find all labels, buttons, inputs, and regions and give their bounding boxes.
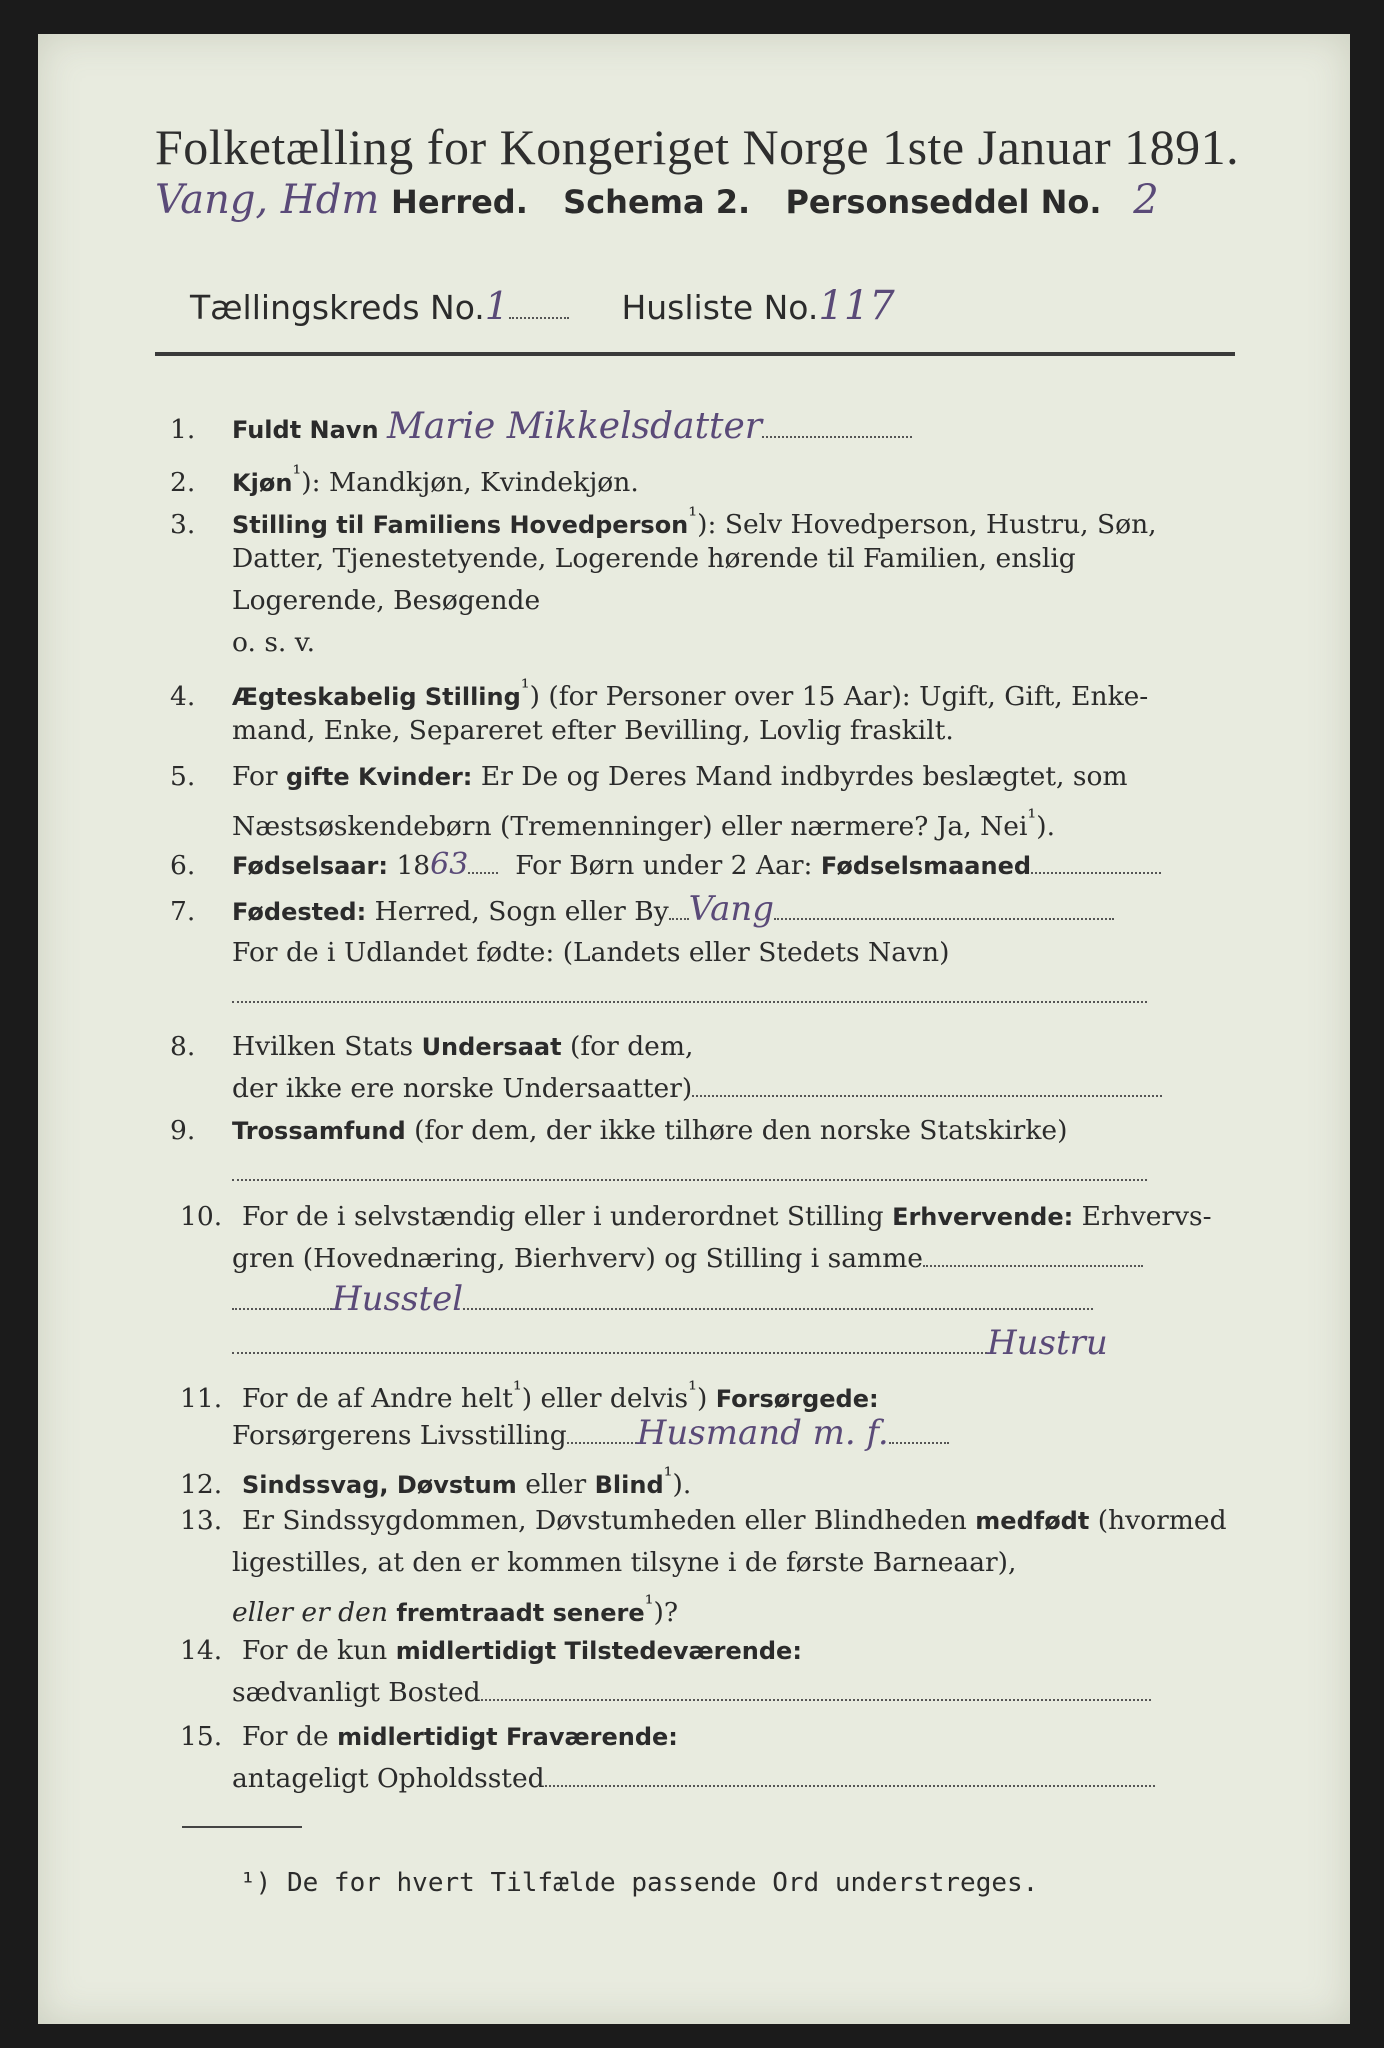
item-label: midlertidigt Tilstedeværende: [395,1637,802,1665]
item-text: Herred, Sogn eller By [374,896,669,927]
item-text: ) eller delvis [521,1382,689,1414]
item-8-line-2 [170,1072,1162,1106]
item-text: Næstsøskendebørn (Tremenninger) eller nærmere? Ja, Nei [232,810,1028,842]
item-number: 1. [170,414,196,445]
item-number: 13. [180,1505,223,1536]
fill-dots [923,1259,1143,1267]
item-number: 10. [180,1201,223,1232]
item-10 [180,1200,1212,1234]
item-number: 14. [180,1635,223,1666]
footnote-rule [182,1826,302,1828]
item-number: 11. [180,1382,223,1414]
fill-dots [232,995,1147,1003]
personseddel-label: Personseddel No. [785,183,1102,221]
footnote-mark: ¹ [688,504,698,529]
item-text: For de [242,1721,329,1752]
item-text: Forsørgerens Livsstilling [232,1420,567,1451]
footnote-mark: ¹ [520,676,530,701]
item-label: Stilling til Familiens Hovedperson [232,510,689,539]
footnote-mark: ¹ [688,1378,697,1403]
item-10-line-4 [170,1323,1108,1363]
fill-dots [545,1779,1155,1787]
full-name-value: Marie Mikkelsdatter [386,406,763,447]
footnote: ¹) De for hvert Tilfælde passende Ord understreges. [240,1868,1039,1898]
item-text: For de af Andre helt [242,1382,513,1414]
item-14 [180,1634,802,1668]
item-11: 11. For de af Andre helt$^{^1}$) eller delvis$^{^1}$) Forsørgede: [180,1378,879,1414]
item-4 [170,672,1148,714]
item-7-line-2: For de i Udlandet fødte: (Landets eller Stedets Navn) [232,937,950,968]
item-text: ): Mandkjøn, Kvindekjøn. [301,466,639,498]
item-3-line-4: o. s. v. [232,627,316,658]
item-3-line-3: Logerende, Besøgende [232,585,541,616]
item-number: 5. [170,761,196,792]
fill-dots [463,1302,1093,1310]
item-15-line-2 [170,1762,1155,1796]
kreds-label: Tællingskreds No. [190,288,485,327]
item-3-line-2: Datter, Tjenestetyende, Logerende hørende til Familien, enslig [232,543,1076,574]
item-4-line-2: mand, Enke, Separeret efter Bevilling, Lovlig fraskilt. [232,715,954,746]
birth-year-value: 63 [430,847,469,882]
fill-dots [232,1173,1147,1181]
item-number: 2. [170,466,196,498]
item-label: Fuldt Navn [232,416,379,444]
item-label: gifte Kvinder: [286,763,473,791]
footnote-mark: ¹ [512,1378,522,1403]
item-number: 15. [180,1721,223,1752]
item-text: Erhvervs- [1081,1201,1212,1232]
item-13 [180,1504,1227,1538]
item-15 [180,1720,678,1754]
item-10-line-2 [170,1242,1143,1276]
item-text: For de kun [242,1635,388,1666]
husliste-label: Husliste No. [621,288,819,327]
position-value: Hustru [987,1323,1108,1363]
item-label: Undersaat [421,1033,562,1061]
footnote-mark: ¹ [292,462,302,487]
item-6 [170,848,1161,883]
item-number: 6. [170,850,196,881]
item-text: )? [653,1596,679,1628]
personseddel-number: 2 [1133,177,1159,223]
item-text: Er Sindssygdommen, Døvstumheden eller Blindheden [242,1505,967,1536]
item-label: fremtraadt senere [396,1598,645,1627]
item-text: antageligt Opholdssted [232,1763,545,1794]
fill-dots [481,1693,1151,1701]
kreds-dots [509,311,569,319]
item-number: 4. [170,680,196,712]
header-rule [155,352,1235,356]
item-7 [170,889,1114,929]
item-5-line-2: Næstsøskendebørn (Tremenninger) eller nærmere? Ja, Nei$^{^1}$). [232,806,1056,842]
item-text: Er De og Deres Mand indbyrdes beslægtet, som [480,761,1128,792]
item-10-line-3 [170,1279,1093,1319]
birthplace-value: Vang [688,889,775,929]
item-label: medfødt [975,1507,1090,1535]
item-text: (hvormed [1097,1505,1227,1536]
item-1 [170,406,912,447]
provider-value: Husmand m. f. [636,1413,889,1453]
herred-line [155,177,1159,223]
fill-dots [468,866,498,874]
item-11-line-2 [170,1413,949,1453]
fill-dots [762,430,912,438]
item-label: Fødested: [232,898,367,926]
item-label: Fødselsmaaned [820,852,1032,880]
item-number: 3. [170,508,196,540]
item-text: (for dem, [570,1031,694,1062]
herred-handwritten: Vang, Hdm [155,177,380,223]
item-13-line-3 [170,1588,678,1630]
form-title: Folketælling for Kongeriget Norge 1ste Januar 1891. [155,119,1240,175]
fill-dots [774,912,1114,920]
item-14-line-2 [170,1676,1151,1710]
fill-dots [232,1302,332,1310]
item-text: ): Selv Hovedperson, Hustru, Søn, [697,508,1157,540]
item-7-blank [170,978,1147,1012]
item-text: der ikke ere norske Undersaatter) [232,1073,693,1104]
item-text: ) (for Personer over 15 Aar): Ugift, Gift, Enke- [529,680,1149,712]
kreds-line [190,283,895,329]
item-12: 12. Sindssvag, Døvstum eller Blind$^{^1}$). [180,1464,692,1500]
item-number: 8. [170,1031,196,1062]
item-number: 9. [170,1115,196,1146]
item-label: Kjøn [232,468,293,497]
item-text: (for dem, der ikke tilhøre den norske Statskirke) [414,1115,1068,1146]
item-9 [170,1114,1067,1148]
item-3 [170,500,1157,542]
item-label: Trossamfund [232,1117,406,1145]
item-text: sædvanligt Bosted [232,1677,481,1708]
item-text: For Børn under 2 Aar: [515,850,813,881]
herred-label: Herred. [391,183,528,221]
item-5 [170,760,1128,794]
item-number: 12. [180,1468,223,1500]
item-text: Hvilken Stats [232,1031,414,1062]
fill-dots [567,1436,637,1444]
item-text: eller er den [232,1596,388,1628]
fill-dots [232,1346,987,1354]
item-8 [170,1030,693,1064]
year-prefix: 18 [396,850,431,881]
item-9-blank [170,1156,1147,1190]
item-2 [170,458,639,500]
item-text: For [232,761,278,792]
item-label: Sindssvag, Døvstum [242,1470,517,1499]
footnote-mark: ¹ [1027,806,1037,831]
occupation-value: Husstel [332,1279,464,1319]
fill-dots [669,912,689,920]
item-text: gren (Hovednæring, Bierhverv) og Stilling i samme [232,1243,923,1274]
fill-dots [1031,866,1161,874]
item-number: 7. [170,896,196,927]
item-label: Ægteskabelig Stilling [232,682,521,711]
item-13-line-2: ligestilles, at den er kommen tilsyne i de første Barneaar), [232,1547,1017,1578]
fill-dots [889,1436,949,1444]
item-label: Blind [594,1470,664,1499]
item-label: Forsørgede: [715,1384,879,1413]
footnote-mark: ¹ [663,1464,673,1489]
husliste-number: 117 [818,283,895,329]
item-text: For de i selvstændig eller i underordnet Stilling [242,1201,884,1232]
fill-dots [692,1089,1162,1097]
schema-label: Schema 2. [563,183,751,221]
item-label: Fødselsaar: [232,852,388,880]
kreds-number: 1 [484,284,509,328]
item-label: midlertidigt Fraværende: [337,1723,678,1751]
item-text: eller [525,1468,587,1500]
item-label: Erhvervende: [892,1203,1074,1231]
footnote-mark: ¹ [644,1592,654,1617]
